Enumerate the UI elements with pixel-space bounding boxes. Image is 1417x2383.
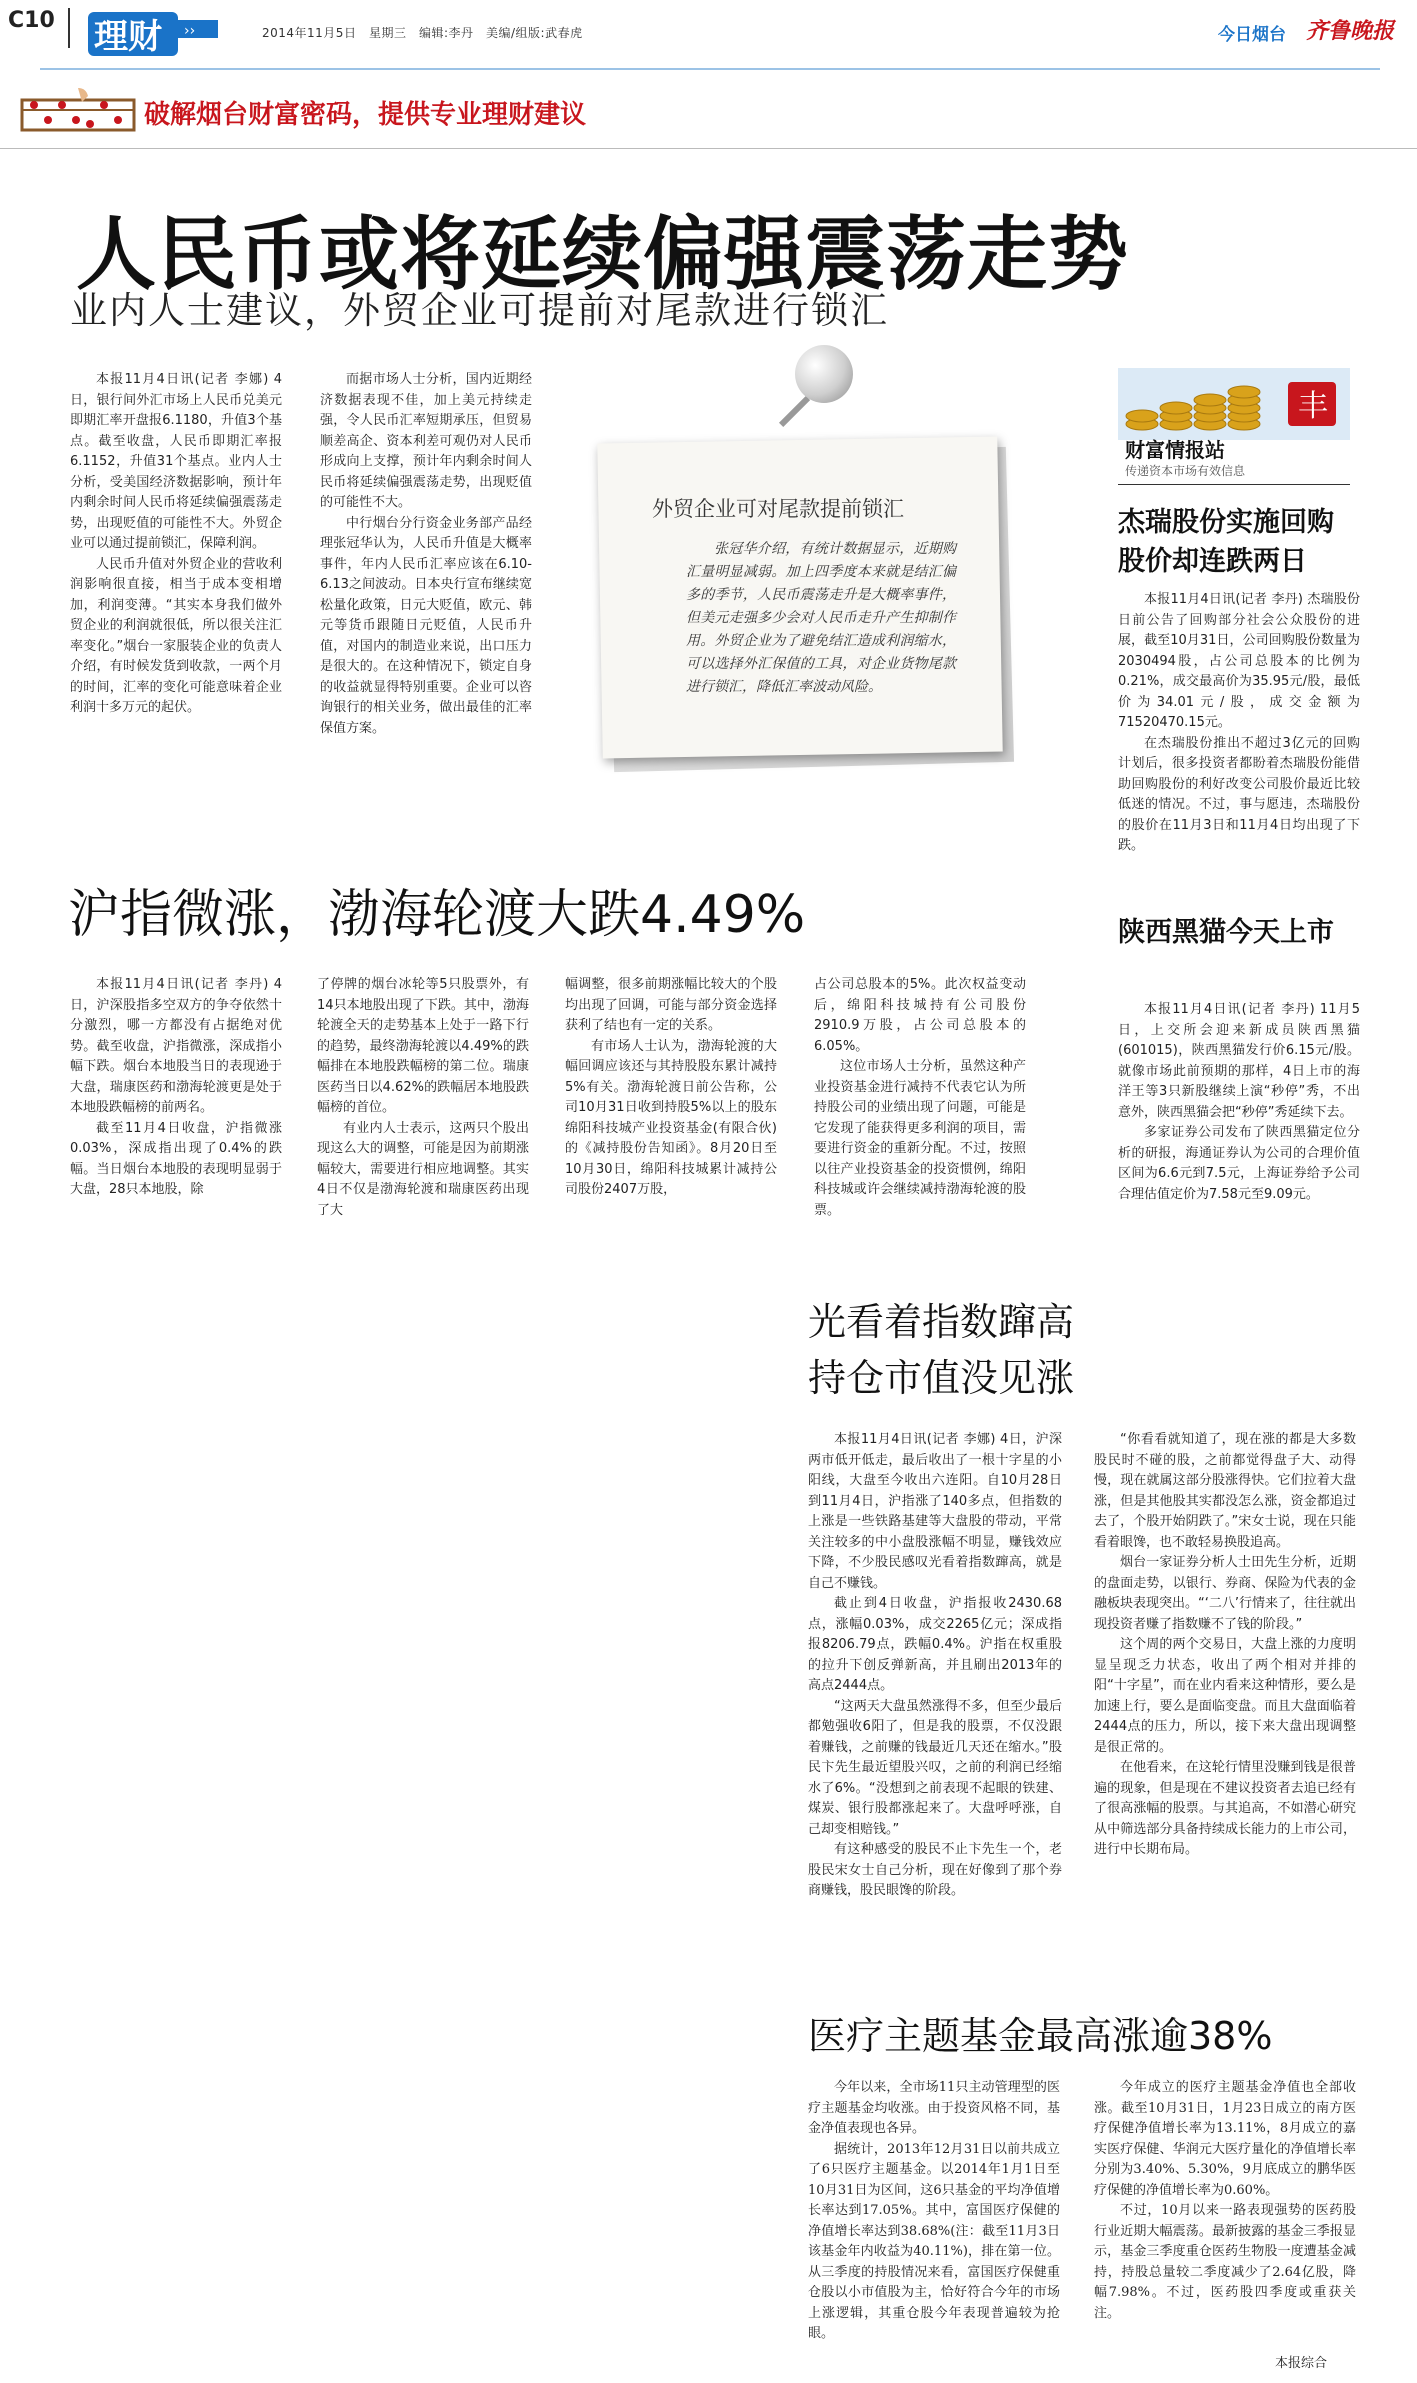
note-title: 外贸企业可对尾款提前锁汇 [652, 497, 904, 521]
paragraph: 烟台一家证券分析人士田先生分析，近期的盘面走势，以银行、券商、保险为代表的金融板块表现突出。“‘二八’行情来了，往往就出现投资者赚了指数赚不了钱的阶段。” [1094, 1555, 1356, 1632]
brand-logo: 齐鲁晚报 [1306, 18, 1395, 44]
abacus-icon [18, 86, 138, 136]
article2-column-1 [70, 975, 282, 1201]
main-subheadline: 业内人士建议，外贸企业可提前对尾款进行锁汇 [70, 289, 889, 332]
paragraph: 本报11月4日讯(记者 李丹) 4日，沪深股指多空双方的争夺依然十分激烈，哪一方都没有占据绝对优势。截至收盘，沪指微涨，深成指小幅下跌。烟台本地股当日的表现逊于大盘，瑞康医药和渤海轮渡更是处于本地股跌幅榜的前两名。 [70, 977, 282, 1115]
paragraph: 本报11月4日讯(记者 李丹) 11月5日，上交所会迎来新成员陕西黑猫(601015)，陕西黑猫发行价6.15元/股。就像市场此前预期的那样，4日上市的海洋王等3只新股继续上演“秒停”秀，不出意外，陕西黑猫会把“秒停”秀延续下去。 [1118, 1002, 1360, 1120]
sidebar-story2-body [1118, 1000, 1360, 1205]
paragraph: 截止到4日收盘，沪指报收2430.68点，涨幅0.03%，成交2265亿元；深成指报8206.79点，跌幅0.4%。沪指在权重股的拉升下创反弹新高，并且刷出2013年的高点2444点。 [808, 1596, 1062, 1693]
article4-headline: 医疗主题基金最高涨逾38% [808, 2014, 1273, 2058]
sidebar-subtitle: 传递资本市场有效信息 [1125, 464, 1246, 478]
coins-image [1118, 368, 1350, 440]
article1-column-2 [320, 370, 532, 739]
article3-column-1 [808, 1430, 1062, 1902]
header-rule [40, 68, 1380, 70]
push-pin-icon [795, 345, 853, 403]
header-bottom-rule [0, 148, 1417, 149]
header-separator [68, 8, 70, 48]
article4-column-2 [1094, 2078, 1356, 2324]
paragraph: 有这种感受的股民不止卞先生一个，老股民宋女士自己分析，现在好像到了那个券商赚钱，股民眼馋的阶段。 [808, 1842, 1062, 1898]
page-number: C10 [8, 8, 55, 33]
paragraph: 占公司总股本的5%。此次权益变动后，绵阳科技城持有公司股份2910.9万股，占公司总股本的6.05%。 [814, 977, 1026, 1054]
paragraph: 不过，10月以来一路表现强势的医药股行业近期大幅震荡。最新披露的基金三季报显示，基金三季度重仓医药生物股一度遭基金减持，持股总量较二季度减少了2.64亿股，降幅7.98%。不过，医药股四季度或重获关注。 [1094, 2203, 1356, 2321]
article4-column-1 [808, 2078, 1060, 2345]
coins-image-caption: 丰 [1298, 389, 1328, 424]
sidebar-story1-body [1118, 590, 1360, 857]
article2-column-2 [317, 975, 529, 1221]
article3-headline-line2: 持仓市值没见涨 [808, 1356, 1075, 1400]
article3-headline [808, 1294, 1074, 1406]
article2-column-3 [565, 975, 777, 1201]
paragraph: “你看看就知道了，现在涨的都是大多数股民时不碰的股，之前都觉得盘子大、动得慢，现在就属这部分股涨得快。它们拉着大盘涨，但是其他股其实都没怎么涨，资金都追过去了，个股开始阴跌了。”宋女士说，现在只能看着眼馋，也不敢轻易换股追高。 [1094, 1432, 1356, 1550]
svg-text:››: ›› [184, 23, 196, 39]
paragraph: 据统计，2013年12月31日以前共成立了6只医疗主题基金。以2014年1月1日至10月31日为区间，这6只基金的平均净值增长率达到17.05%。其中，富国医疗保健的净值增长率达到38.68%(注：截至11月3日该基金年内收益为40.11%)，排在第一位。从三季度的持股情况来看，富国医疗保健重仓股以小市值股为主，恰好符合今年的市场上涨逻辑，其重仓股今年表现普遍较为抢眼。 [808, 2141, 1060, 2341]
sidebar-title: 财富情报站 [1125, 438, 1225, 462]
paragraph: 本报11月4日讯(记者 李丹) 杰瑞股份日前公告了回购部分社会公众股份的进展，截至10月31日，公司回购股份数量为2030494股，占公司总股本的比例为0.21%，成交最高价为35.95元/股，最低价为34.01元/股，成交金额为71520470.15元。 [1118, 592, 1360, 730]
paragraph: 多家证券公司发布了陕西黑猫定位分析的研报，海通证券认为公司的合理价值区间为6.6元到7.5元，上海证券给予公司合理估值定价为7.58元至9.09元。 [1118, 1125, 1360, 1202]
paragraph: 这位市场人士分析，虽然这种产业投资基金进行减持不代表它认为所持股公司的业绩出现了问题，可能是它发现了能获得更多利润的项目，需要进行资金的重新分配。不过，按照以往产业投资基金的投资惯例，绵阳科技城或许会继续减持渤海轮渡的股票。 [814, 1059, 1026, 1218]
paragraph: 本报11月4日讯(记者 李娜) 4日，沪深两市低开低走，最后收出了一根十字星的小阳线，大盘至今收出六连阳。自10月28日到11月4日，沪指涨了140多点，但指数的上涨是一些铁路基建等大盘股的带动，平常关注较多的中小盘股涨幅不明显，赚钱效应下降，不少股民感叹光看着指数蹿高，就是自己不赚钱。 [808, 1432, 1062, 1591]
paragraph: “这两天大盘虽然涨得不多，但至少最后都勉强收6阳了，但是我的股票，不仅没跟着赚钱，之前赚的钱最近几天还在缩水。”股民卞先生最近望股兴叹，之前的利润已经缩水了6%。“没想到之前表现不起眼的铁建、煤炭、银行股都涨起来了。大盘呼呼涨，自己却变相赔钱。” [808, 1698, 1062, 1837]
header-meta: 2014年11月5日 星期三 编辑:李丹 美编/组版:武春虎 [262, 26, 583, 40]
sidebar-story2-headline: 陕西黑猫今天上市 [1118, 917, 1334, 948]
paragraph: 这个周的两个交易日，大盘上涨的力度明显呈现乏力状态，收出了两个相对并排的阳“十字星”，而在业内看来这种情形，要么是加速上行，要么是面临变盘。而且大盘面临着2444点的压力，所以，接下来大盘出现调整是很正常的。 [1094, 1637, 1356, 1755]
header-slogan: 破解烟台财富密码，提供专业理财建议 [144, 100, 587, 130]
paragraph: 有市场人士认为，渤海轮渡的大幅回调应该还与其持股股东累计减持5%有关。渤海轮渡日前公告称，公司10月31日收到持股5%以上的股东绵阳科技城产业投资基金(有限合伙)的《减持股份告知函》。8月20日至10月30日，绵阳科技城累计减持公司股份2407万股， [565, 1038, 777, 1197]
paragraph: 人民币升值对外贸企业的营收利润影响很直接，相当于成本变相增加，利润变薄。“其实本身我们做外贸企业的利润就很低，所以很关注汇率变化。”烟台一家服装企业的负责人介绍，有时候发货到收款，一两个月的时间，汇率的变化可能意味着企业利润十多万元的起伏。 [70, 556, 282, 715]
paragraph: 本报11月4日讯(记者 李娜) 4日，银行间外汇市场上人民币兑美元即期汇率开盘报6.1180，升值3个基点。截至收盘，人民币即期汇率报6.1152，升值31个基点。业内人士分析，受美国经济数据影响，预计年内剩余时间人民币将延续偏强震荡走势，出现贬值的可能性不大。外贸企业可以通过提前锁汇，保障利润。 [70, 372, 282, 551]
paragraph: 了停牌的烟台冰轮等5只股票外，有14只本地股出现了下跌。其中，渤海轮渡全天的走势基本上处于一路下行的趋势，最终渤海轮渡以4.49%的跌幅排在本地股跌幅榜的第二位。瑞康医药当日以4.62%的跌幅居本地股跌幅榜的首位。 [317, 977, 529, 1115]
paragraph: 在他看来，在这轮行情里没赚到钱是很普遍的现象，但是现在不建议投资者去追已经有了很高涨幅的股票。与其追高，不如潜心研究从中筛选部分具备持续成长能力的上市公司，进行中长期布局。 [1094, 1760, 1356, 1857]
paragraph: 截至11月4日收盘，沪指微涨0.03%，深成指出现了0.4%的跌幅。当日烟台本地股的表现明显弱于大盘，28只本地股，除 [70, 1120, 282, 1197]
section-logo [80, 2, 230, 62]
paragraph: 而据市场人士分析，国内近期经济数据表现不佳，加上美元持续走强，令人民币汇率短期承压，但贸易顺差高企、资本利差可观仍对人民币形成向上支撑，预计年内剩余时间人民币将延续偏强震荡走势，出现贬值的可能性不大。 [320, 372, 532, 510]
note-text [686, 538, 956, 699]
paragraph: 今年成立的医疗主题基金净值也全部收涨。截至10月31日，1月23日成立的南方医疗保健净值增长率为13.11%，8月成立的嘉实医疗保健、华润元大医疗量化的净值增长率分别为3.40%、5.30%，9月底成立的鹏华医疗保健的净值增长率为0.60%。 [1094, 2080, 1356, 2198]
paragraph: 在杰瑞股份推出不超过3亿元的回购计划后，很多投资者都盼着杰瑞股份能借助回购股份的利好改变公司股价最近比较低迷的情况。不过，事与愿违，杰瑞股份的股价在11月3日和11月4日均出现了下跌。 [1118, 735, 1360, 853]
article1-column-1 [70, 370, 282, 719]
section-logo-text: 理财 [94, 17, 162, 57]
today-label: 今日烟台 [1218, 25, 1286, 45]
push-pin-shaft [779, 396, 810, 427]
main-headline: 人民币或将延续偏强震荡走势 [76, 208, 1129, 301]
article2-headline: 沪指微涨，渤海轮渡大跌4.49% [68, 885, 806, 945]
article3-headline-line1: 光看着指数蹿高 [808, 1300, 1075, 1344]
article2-column-4 [814, 975, 1026, 1221]
article3-column-2 [1094, 1430, 1356, 1861]
article4-credit: 本报综合 [1275, 2356, 1328, 2371]
paragraph: 有业内人士表示，这两只个股出现这么大的调整，可能是因为前期涨幅较大，需要进行相应地调整。其实4日不仅是渤海轮渡和瑞康医药出现了大 [317, 1120, 529, 1218]
paragraph: 幅调整，很多前期涨幅比较大的个股均出现了回调，可能与部分资金选择获利了结也有一定的关系。 [565, 977, 777, 1033]
paragraph: 今年以来，全市场11只主动管理型的医疗主题基金均收涨。由于投资风格不同，基金净值表现也各异。 [808, 2080, 1060, 2136]
sidebar-rule [1118, 484, 1350, 485]
note-paragraph: 张冠华介绍，有统计数据显示，近期购汇量明显减弱。加上四季度本来就是结汇偏多的季节，人民币震荡走升是大概率事件，但美元走强多少会对人民币走升产生抑制作用。外贸企业为了避免结汇造成利润缩水，可以选择外汇保值的工具，对企业货物尾款进行锁汇，降低汇率波动风险。 [686, 541, 956, 695]
paragraph: 中行烟台分行资金业务部产品经理张冠华认为，人民币升值是大概率事件，年内人民币汇率应该在6.10-6.13之间波动。日本央行宣布继续宽松量化政策，日元大贬值，欧元、韩元等货币跟随日元贬值，人民币升值，对国内的制造业来说，出口压力是很大的。在这种情况下，锁定自身的收益就显得特别重要。企业可以咨询银行的相关业务，做出最佳的汇率保值方案。 [320, 515, 532, 736]
sidebar-story1-headline: 杰瑞股份实施回购股价却连跌两日 [1118, 507, 1334, 577]
